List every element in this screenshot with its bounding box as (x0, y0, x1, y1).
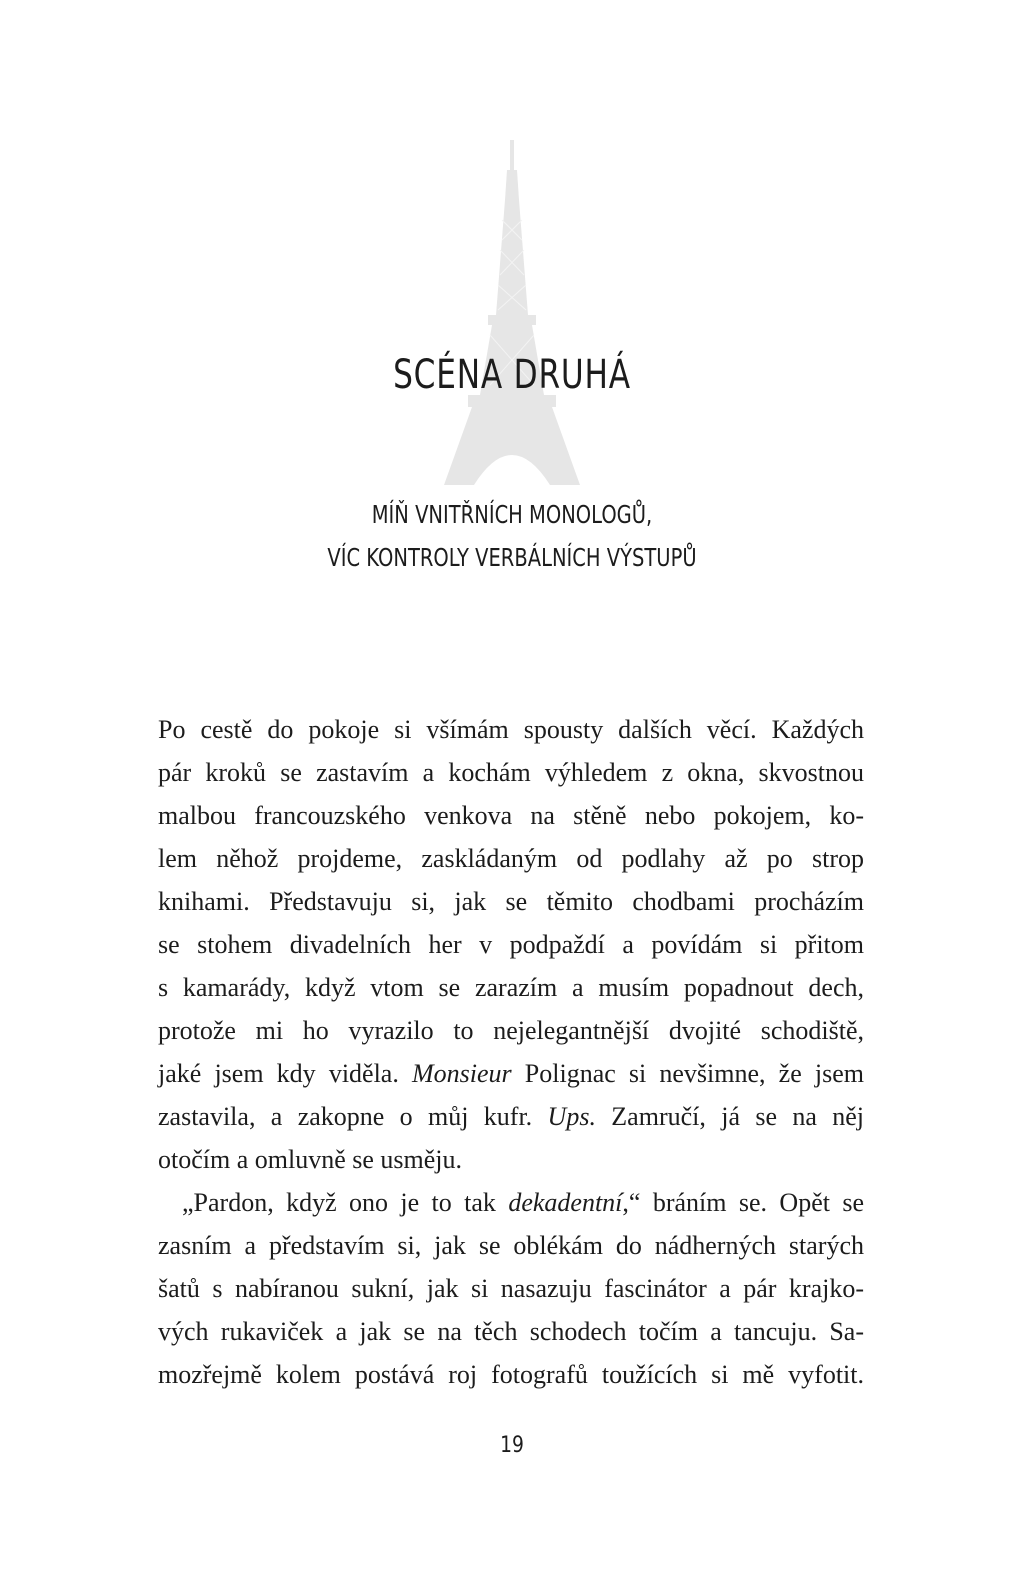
text-line (158, 1181, 864, 1224)
text-line: se stohem divadelních her v podpaždí a povídám si přitom (158, 930, 864, 959)
text-line: lem něhož projdeme, zaskládaným od podlahy až po strop (158, 844, 864, 873)
text-line: s kamarády, když vtom se zarazím a musím popadnout dech, (158, 973, 864, 1002)
text-line (158, 1095, 864, 1138)
italic-text: Monsieur (411, 1059, 512, 1088)
chapter-subtitle-line-1: MÍŇ VNITŘNÍCH MONOLOGŮ, (371, 500, 653, 529)
italic-text: Ups. (547, 1102, 596, 1131)
text-run: Polignac si nevšimne, že jsem (511, 1059, 864, 1088)
body-text (158, 708, 864, 1396)
text-line: Po cestě do pokoje si všímám spousty dalších věcí. Každých (158, 715, 864, 744)
text-line: pár kroků se zastavím a kochám výhledem z okna, skvostnou (158, 758, 864, 787)
chapter-title: SCÉNA DRUHÁ (393, 352, 631, 398)
chapter-subtitle-line-2: VÍC KONTROLY VERBÁLNÍCH VÝSTUPŮ (327, 543, 697, 572)
text-line: knihami. Představuju si, jak se těmito chodbami procházím (158, 887, 864, 916)
paragraph-1 (158, 708, 864, 1181)
text-line: protože mi ho vyrazilo to nejelegantnější dvojité schodiště, (158, 1016, 864, 1045)
text-line: mozřejmě kolem postává roj fotografů toužících si mě vyfotit. (158, 1360, 864, 1389)
italic-text: dekadentní (508, 1188, 623, 1217)
text-line: zasním a představím si, jak se oblékám do nádherných starých (158, 1231, 864, 1260)
text-run: zastavila, a zakopne o můj kufr. (158, 1102, 548, 1131)
text-line (158, 1052, 864, 1095)
text-line: otočím a omluvně se usměju. (158, 1145, 463, 1174)
text-line: šatů s nabíranou sukní, jak si nasazuju fascinátor a pár krajko- (158, 1274, 864, 1303)
text-line: malbou francouzského venkova na stěně nebo pokojem, ko- (158, 801, 864, 830)
text-run: Zamručí, já se na něj (595, 1102, 864, 1131)
eiffel-tower-icon (432, 140, 592, 485)
paragraph-2 (158, 1181, 864, 1396)
text-run: „Pardon, když ono je to tak (182, 1188, 509, 1217)
text-run: jaké jsem kdy viděla. (158, 1059, 412, 1088)
text-line: vých rukaviček a jak se na těch schodech točím a tancuju. Sa- (158, 1317, 864, 1346)
text-run: ,“ bráním se. Opět se (622, 1188, 864, 1217)
page-number: 19 (500, 1433, 524, 1458)
